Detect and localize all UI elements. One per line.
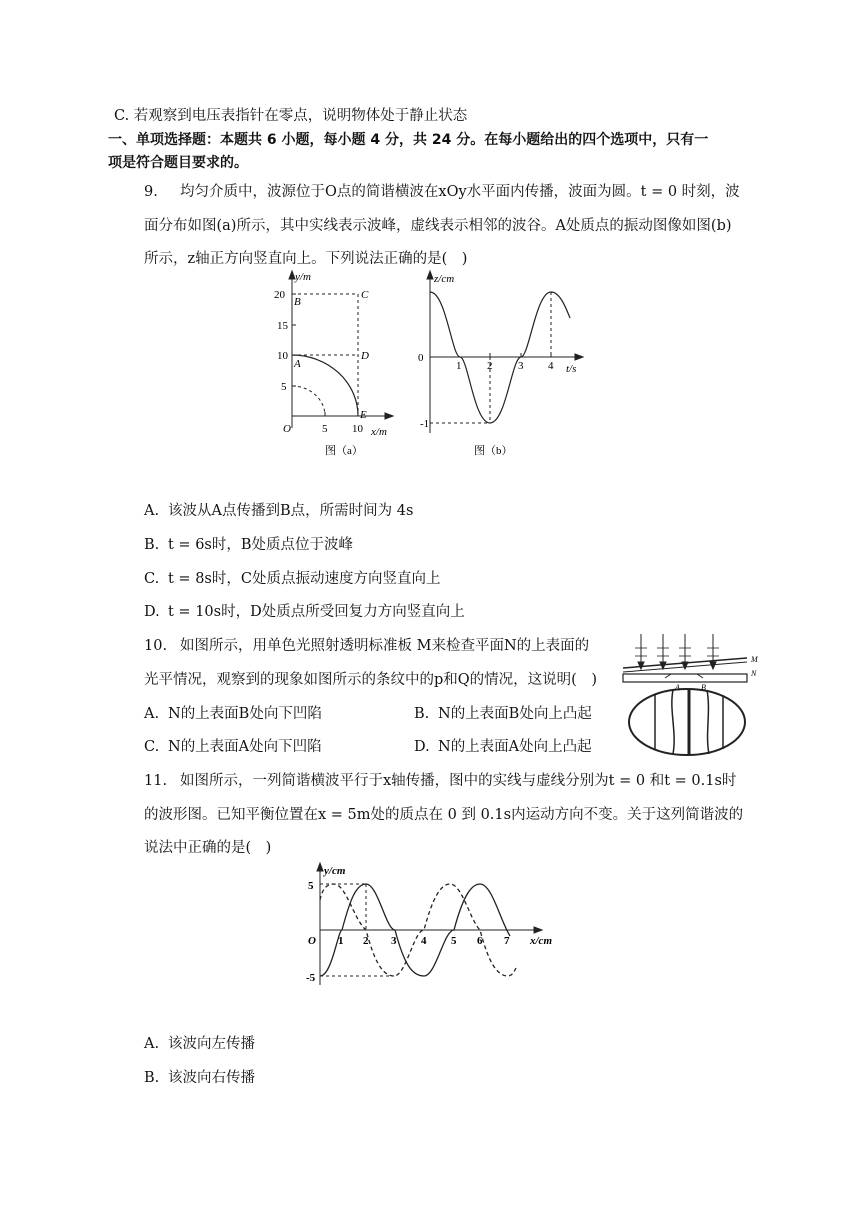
q9-figure-b xyxy=(408,268,588,460)
q9-number: 9. xyxy=(144,184,158,200)
q9-option-a[interactable]: A. 该波从A点传播到B点，所需时间为 4s xyxy=(144,503,414,519)
section-heading-line2: 项是符合题目要求的。 xyxy=(108,155,248,171)
q11-line1 xyxy=(144,769,736,790)
q11-line2: 的波形图。已知平衡位置在x = 5m处的质点在 0 到 0.1s内运动方向不变。关于这列简谐波的 xyxy=(144,807,744,823)
q11-xtick-5: 5 xyxy=(451,935,457,947)
fig-a-origin: O xyxy=(283,423,291,435)
q9-line2: 面分布如图(a)所示，其中实线表示波峰，虚线表示相邻的波谷。A处质点的振动图像如图(b) xyxy=(144,218,732,234)
q11-number: 11. xyxy=(144,773,168,789)
q11-xtick-4: 4 xyxy=(421,935,427,947)
q10-label-a: A xyxy=(675,683,680,692)
fig-b-xtick-4: 4 xyxy=(548,360,554,372)
fig-a-caption: 图（a） xyxy=(325,445,363,457)
q9-line1 xyxy=(144,180,740,201)
q11-origin: O xyxy=(308,935,316,947)
q10-option-b[interactable]: B. N的上表面B处向上凸起 xyxy=(414,706,592,722)
fig-b-xtick-2: 2 xyxy=(487,360,493,372)
fig-b-xtick-1: 1 xyxy=(456,360,462,372)
fig-a-xtick-5: 5 xyxy=(322,423,328,435)
fig-b-ytick-neg1: -1 xyxy=(420,418,430,430)
q11-ytick-neg5: -5 xyxy=(306,972,316,984)
q11-line3: 说法中正确的是( ) xyxy=(144,840,272,856)
q9-option-d[interactable]: D. t = 10s时，D处质点所受回复力方向竖直向上 xyxy=(144,604,465,620)
fig-a-point-a: A xyxy=(294,358,301,370)
fig-b-origin: 0 xyxy=(418,352,424,364)
fig-a-point-e: E xyxy=(360,409,367,421)
q9-text-1: 均匀介质中，波源位于O点的简谐横波在xOy水平面内传播，波面为圆。t = 0 时刻，波 xyxy=(180,184,740,200)
fig-a-ytick-15: 15 xyxy=(277,320,288,332)
prev-option-c: C. 若观察到电压表指针在零点，说明物体处于静止状态 xyxy=(114,108,468,124)
q11-xtick-7: 7 xyxy=(504,935,510,947)
fig-a-xtick-10: 10 xyxy=(352,423,363,435)
q10-option-d[interactable]: D. N的上表面A处向上凸起 xyxy=(414,739,592,755)
q11-xtick-2: 2 xyxy=(363,935,369,947)
fig-b-ylabel: z/cm xyxy=(434,273,455,285)
q10-line1 xyxy=(144,634,589,655)
q11-figure xyxy=(300,860,565,988)
q11-xlabel: x/cm xyxy=(530,935,552,947)
q10-label-n: N xyxy=(751,669,757,678)
fig-a-ytick-10: 10 xyxy=(277,350,288,362)
q10-number: 10. xyxy=(144,638,168,654)
q11-xtick-1: 1 xyxy=(338,935,344,947)
q10-option-a[interactable]: A. N的上表面B处向下凹陷 xyxy=(144,706,322,722)
q11-ylabel: y/cm xyxy=(324,865,346,877)
fig-a-ylabel: y/m xyxy=(295,271,311,283)
fig-a-ytick-20: 20 xyxy=(274,289,285,301)
q9-option-c[interactable]: C. t = 8s时，C处质点振动速度方向竖直向上 xyxy=(144,571,441,587)
q11-xtick-6: 6 xyxy=(477,935,483,947)
fig-b-xtick-3: 3 xyxy=(518,360,524,372)
q11-ytick-5: 5 xyxy=(308,880,314,892)
q11-option-b[interactable]: B. 该波向右传播 xyxy=(144,1070,255,1086)
q11-text-1: 如图所示，一列简谐横波平行于x轴传播，图中的实线与虚线分别为t = 0 和t = 0.1s时 xyxy=(180,773,737,789)
q10-line2: 光平情况，观察到的现象如图所示的条纹中的p和Q的情况，这说明( ) xyxy=(144,672,597,688)
q10-text-1: 如图所示，用单色光照射透明标准板 M来检查平面N的上表面的 xyxy=(180,638,590,654)
fig-a-point-b: B xyxy=(294,296,301,308)
fig-a-point-d: D xyxy=(361,350,369,362)
fig-a-xlabel: x/m xyxy=(371,426,387,438)
q9-figure-a xyxy=(270,268,400,460)
fig-b-xlabel: t/s xyxy=(566,363,577,375)
q9-option-b[interactable]: B. t = 6s时，B处质点位于波峰 xyxy=(144,537,354,553)
q10-option-c[interactable]: C. N的上表面A处向下凹陷 xyxy=(144,739,322,755)
q11-xtick-3: 3 xyxy=(391,935,397,947)
fig-b-caption: 图（b） xyxy=(474,445,513,457)
q10-label-m: M xyxy=(751,655,758,664)
q9-line3: 所示，z轴正方向竖直向上。下列说法正确的是( ) xyxy=(144,251,468,267)
q10-figure xyxy=(615,632,775,756)
section-heading-line1: 一、单项选择题：本题共 6 小题，每小题 4 分，共 24 分。在每小题给出的四个选项中，只有一 xyxy=(108,132,709,148)
q10-label-b: B xyxy=(701,683,706,692)
fig-a-ytick-5: 5 xyxy=(281,381,287,393)
fig-a-point-c: C xyxy=(361,289,369,301)
q11-option-a[interactable]: A. 该波向左传播 xyxy=(144,1036,255,1052)
